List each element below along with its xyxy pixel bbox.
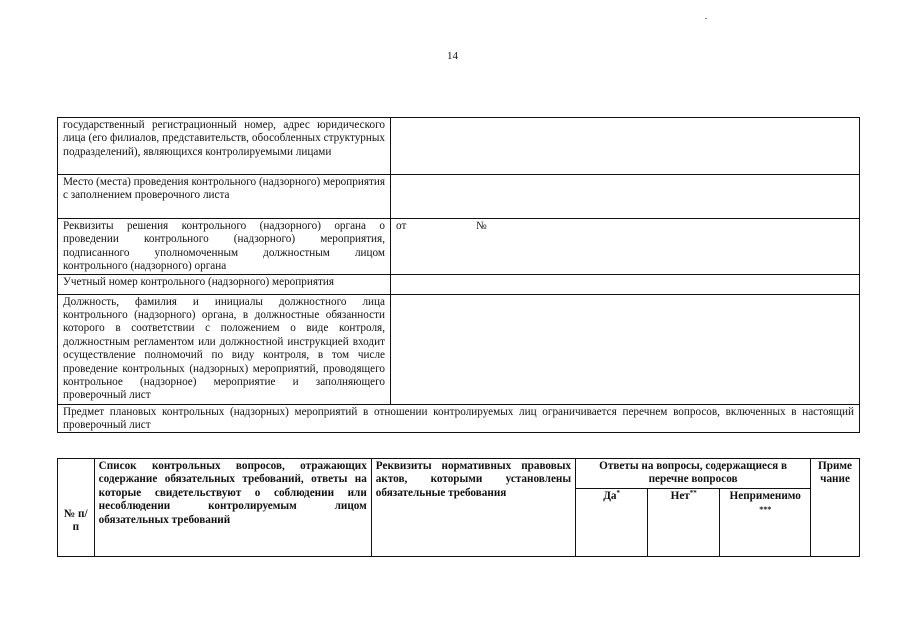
info-label-account-number: Учетный номер контрольного (надзорного) мероприятия [58,274,391,294]
info-value-location[interactable] [391,175,860,219]
header-number: № п/п [58,459,95,557]
info-row-location [58,175,860,219]
decision-date-label: от [396,220,407,232]
info-row-official [58,294,860,404]
info-label-official: Должность, фамилия и инициалы должностного лица контрольного (надзорного) органа, в должностные обязанности которого в соответствии с положением о виде контроля, должностным регламентом или должностной инструкцией входит осуществление полномочий по виду контроля, в том числе проведение контрольных (надзорных) мероприятий, проводящего контрольное (надзорное) мероприятие и заполняющего проверочный лист [58,294,391,404]
header-note: Приме чание [811,459,860,557]
no-footnote-mark: ** [689,489,697,497]
header-not-applicable: Неприменимо *** [720,489,811,557]
info-row-account-number [58,274,860,294]
checklist-header-row [58,459,860,489]
info-row-registration [58,118,860,175]
info-label-decision: Реквизиты решения контрольного (надзорного) органа о проведении контрольного (надзорного) мероприятия, подписанного уполномоченным должностным лицом контрольного (надзорного) органа [58,219,391,275]
page-number: 14 [447,50,458,62]
header-no: Нет** [648,489,720,557]
info-value-decision[interactable] [391,219,860,275]
na-footnote-mark: *** [759,505,772,515]
header-answers: Ответы на вопросы, содержащиеся в перечне вопросов [576,459,811,489]
inspection-info-table [57,117,860,433]
scope-note: Предмет плановых контрольных (надзорных) мероприятий в отношении контролируемых лиц ограничивается перечнем вопросов, включенных в настоящий проверочный лист [58,404,860,433]
info-label-location: Место (места) проведения контрольного (надзорного) мероприятия с заполнением проверочного листа [58,175,391,219]
info-value-account-number[interactable] [391,274,860,294]
info-row-decision [58,219,860,275]
info-value-registration[interactable] [391,118,860,175]
header-yes: Да* [576,489,648,557]
header-requisites: Реквизиты нормативных правовых актов, которыми установлены обязательные требования [371,459,575,557]
checklist-table [57,458,860,557]
decision-number-label: № [476,220,487,232]
yes-footnote-mark: * [616,489,620,497]
scan-speck [705,18,707,19]
info-row-scope [58,404,860,433]
info-label-registration: государственный регистрационный номер, адрес юридического лица (его филиалов, представительств, обособленных структурных подразделений), являющихся контролируемыми лицами [58,118,391,175]
header-questions: Список контрольных вопросов, отражающих содержание обязательных требований, ответы на которые свидетельствуют о соблюдении или несоблюдении контролируемым лицом обязательных требований [94,459,371,557]
info-value-official[interactable] [391,294,860,404]
